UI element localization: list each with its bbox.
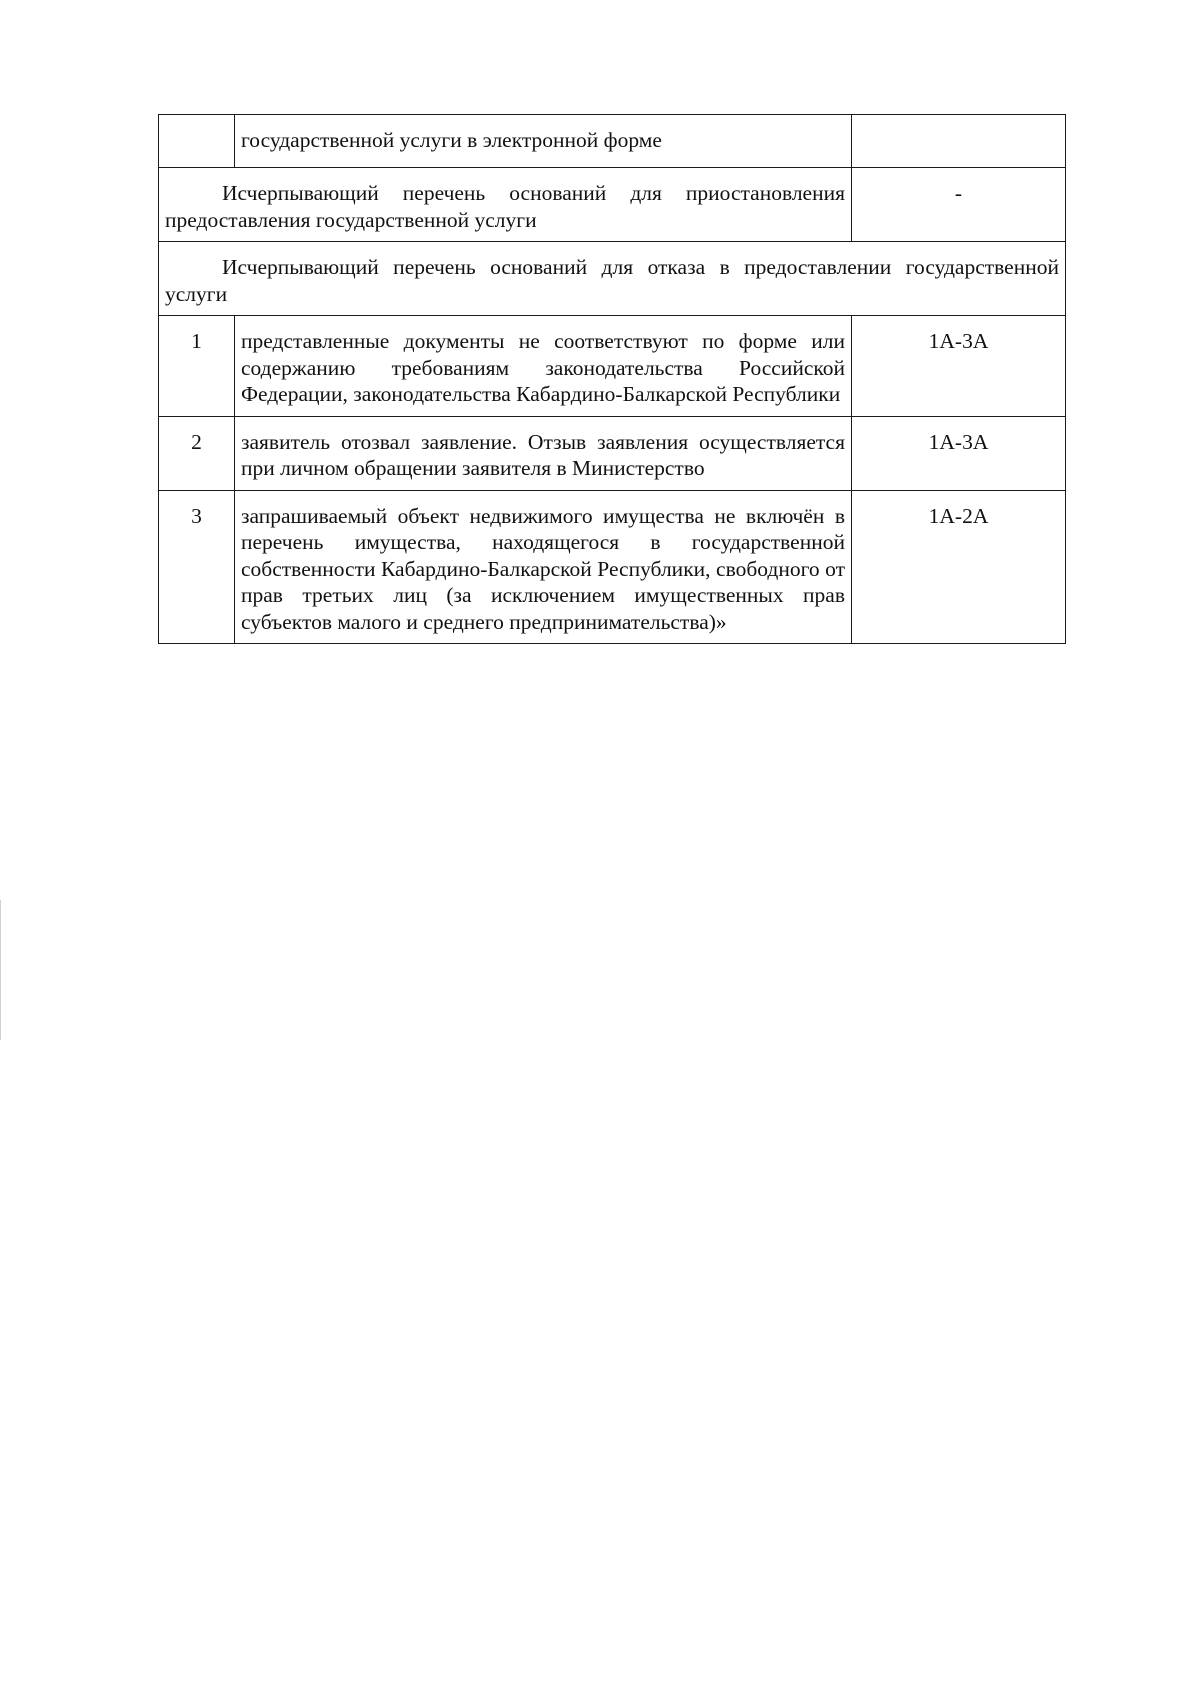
item-code: 1А-3А [852, 316, 1066, 417]
item-code: 1А-3А [852, 416, 1066, 490]
suspension-code [852, 168, 1066, 242]
row-text-cell: государственной услуги в электронной форме [235, 115, 852, 168]
suspension-code-value: - [954, 181, 963, 205]
table-row-suspension-heading [159, 168, 1066, 242]
item-number: 1 [159, 316, 235, 417]
row-number-cell [159, 115, 235, 168]
item-number: 2 [159, 416, 235, 490]
item-text: представленные документы не соответствуют по форме или содержанию требованиям законодательства Российской Федерации, законодательства Кабардино-Балкарской Республики [235, 316, 852, 417]
table-row-electronic-form [159, 115, 1066, 168]
item-number: 3 [159, 490, 235, 644]
table-row [159, 416, 1066, 490]
grounds-table [158, 114, 1066, 644]
scan-edge-mark [0, 900, 1, 1040]
table-row-refusal-heading [159, 242, 1066, 316]
item-code: 1А-2А [852, 490, 1066, 644]
item-text: заявитель отозвал заявление. Отзыв заявления осуществляется при личном обращении заявителя в Министерство [235, 416, 852, 490]
table-row [159, 490, 1066, 644]
table-row [159, 316, 1066, 417]
refusal-heading: Исчерпывающий перечень оснований для отказа в предоставлении государственной услуги [159, 242, 1066, 316]
item-text: запрашиваемый объект недвижимого имущества не включён в перечень имущества, находящегося в государственной собственности Кабардино-Балкарской Республики, свободного от прав третьих лиц (за исключением имущественных прав субъектов малого и среднего предпринимательства)» [235, 490, 852, 644]
row-code-cell [852, 115, 1066, 168]
suspension-heading: Исчерпывающий перечень оснований для приостановления предоставления государственной услуги [159, 168, 852, 242]
